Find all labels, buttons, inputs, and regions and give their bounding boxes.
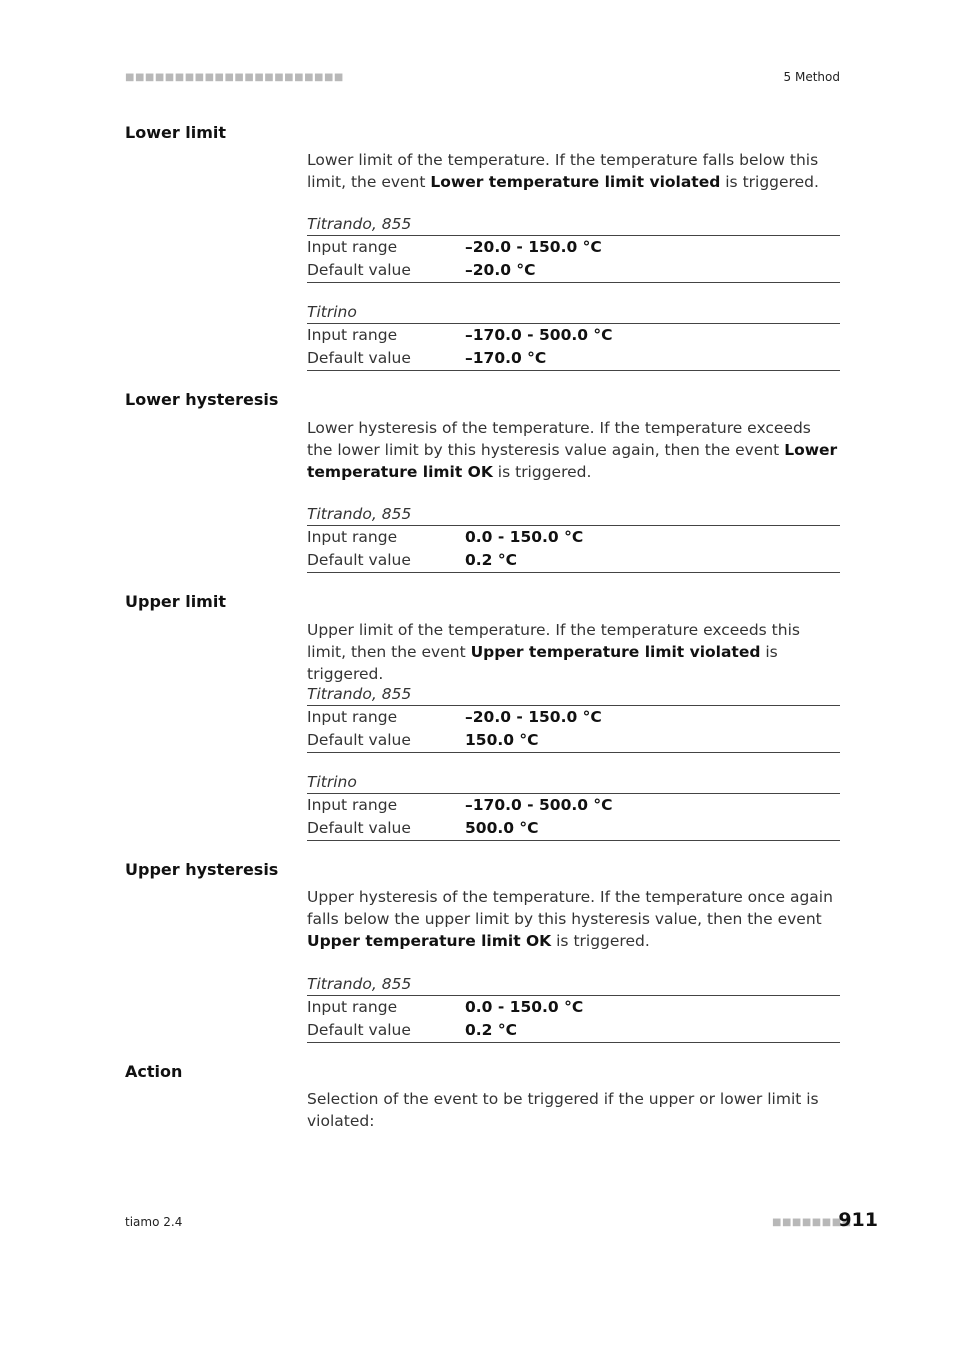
table-caption: Titrino bbox=[307, 301, 840, 324]
table-row: Default value –170.0 °C bbox=[307, 347, 840, 371]
header-decoration: ■■■■■■■■■■■■■■■■■■■■■■ bbox=[125, 72, 344, 83]
section-description: Upper hysteresis of the temperature. If the temperature once again falls below the upper limit by this hysteresis value, then the event Upper temperature limit OK is triggered. bbox=[307, 888, 833, 950]
section-description: Lower limit of the temperature. If the temperature falls below this limit, the event Lower temperature limit violated is triggered. bbox=[307, 151, 819, 191]
section-title: Lower hysteresis bbox=[125, 390, 279, 409]
param-table bbox=[307, 973, 840, 1043]
table-caption: Titrando, 855 bbox=[307, 503, 840, 526]
table-row: Input range –20.0 - 150.0 °C bbox=[307, 238, 602, 256]
table-caption: Titrino bbox=[307, 771, 840, 794]
table-row: Input range 0.0 - 150.0 °C bbox=[307, 528, 584, 546]
section-title: Upper hysteresis bbox=[125, 860, 279, 879]
table-row: Input range 0.0 - 150.0 °C bbox=[307, 998, 584, 1016]
param-table bbox=[307, 213, 840, 283]
product-name: tiamo 2.4 bbox=[125, 1215, 183, 1229]
table-caption: Titrando, 855 bbox=[307, 213, 840, 236]
table-row: Input range –170.0 - 500.0 °C bbox=[307, 326, 613, 344]
table-caption: Titrando, 855 bbox=[307, 973, 840, 996]
table-row: Default value 0.2 °C bbox=[307, 1019, 840, 1043]
table-row: Default value 0.2 °C bbox=[307, 549, 840, 573]
param-table bbox=[307, 301, 840, 371]
section-description: Selection of the event to be triggered if the upper or lower limit is violated: bbox=[307, 1090, 819, 1130]
section-title: Upper limit bbox=[125, 592, 226, 611]
footer-decoration: ■■■■■■■■ bbox=[772, 1217, 852, 1228]
page-number: 911 bbox=[838, 1209, 878, 1231]
param-table bbox=[307, 771, 840, 841]
param-table bbox=[307, 683, 840, 753]
table-row: Input range –170.0 - 500.0 °C bbox=[307, 796, 613, 814]
section-title: Lower limit bbox=[125, 123, 227, 142]
table-row: Input range –20.0 - 150.0 °C bbox=[307, 708, 602, 726]
section-title: Action bbox=[125, 1062, 183, 1081]
table-row: Default value 500.0 °C bbox=[307, 817, 840, 841]
table-row: Default value 150.0 °C bbox=[307, 729, 840, 753]
table-caption: Titrando, 855 bbox=[307, 683, 840, 706]
chapter-label: 5 Method bbox=[783, 70, 840, 84]
section-description: Lower hysteresis of the temperature. If the temperature exceeds the lower limit by this hysteresis value again, then the event Lower temperature limit OK is triggered. bbox=[307, 419, 838, 481]
table-row: Default value –20.0 °C bbox=[307, 259, 840, 283]
section-description: Upper limit of the temperature. If the temperature exceeds this limit, then the event Upper temperature limit violated is triggered. bbox=[307, 621, 800, 683]
param-table bbox=[307, 503, 840, 573]
